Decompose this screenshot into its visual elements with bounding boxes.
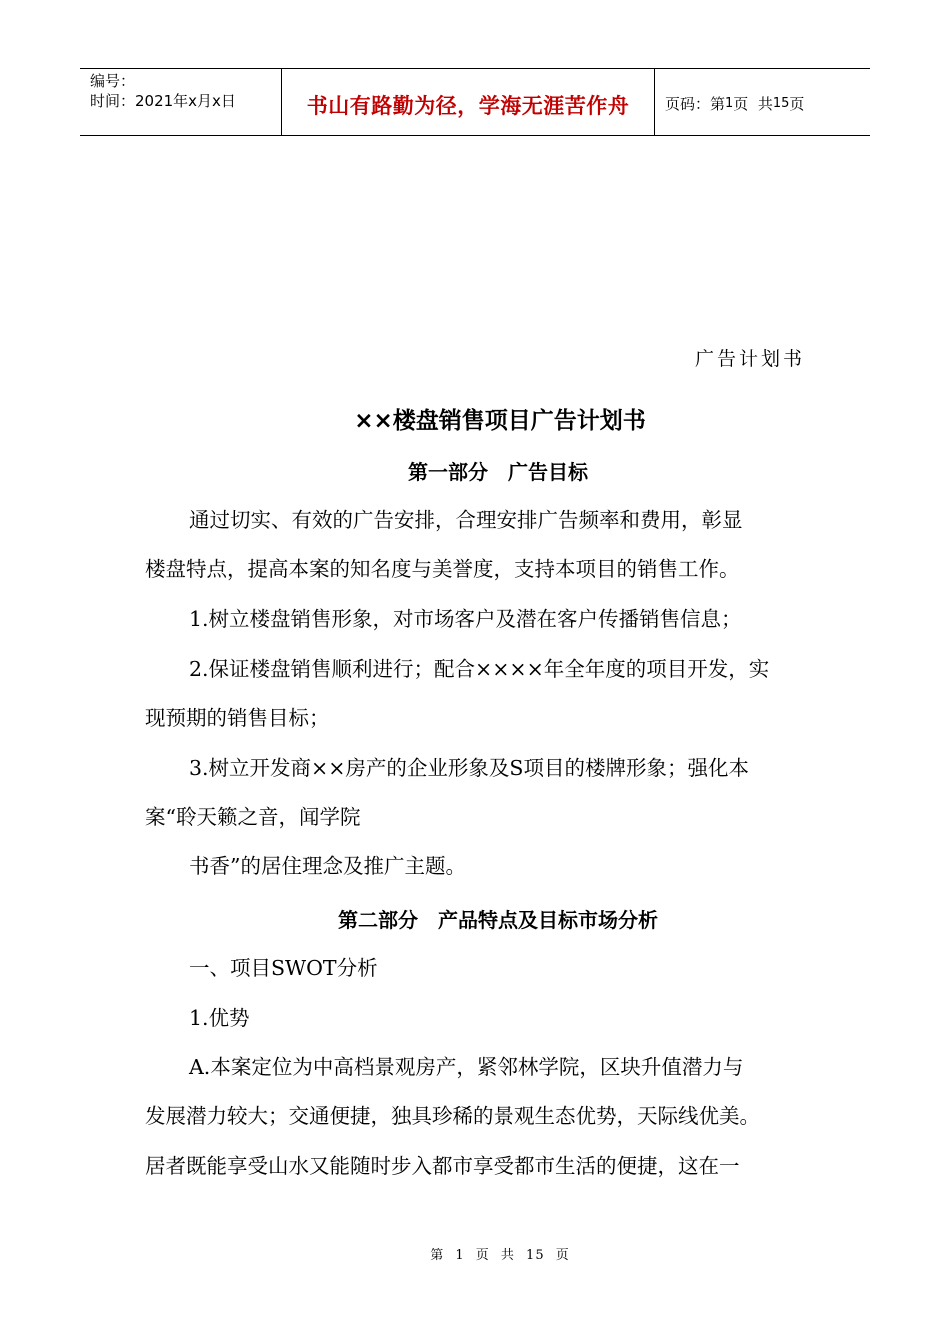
paragraph-1-line-2: 楼盘特点，提高本案的知名度与美誉度，支持本项目的销售工作。 (145, 557, 740, 581)
document-date-label: 时间：2021年x月x日 (90, 92, 236, 110)
page-mid: 页 共 (733, 94, 773, 113)
page-total: 15 (772, 95, 790, 111)
goal-item-3-line-1: 3.树立开发商××房产的企业形象及S项目的楼牌形象；强化本 (189, 756, 749, 780)
paragraph-a-line-1: A.本案定位为中高档景观房产，紧邻林学院，区块升值潜力与 (189, 1055, 744, 1079)
header-motto-cell (282, 69, 655, 135)
subheading-swot: 一、项目SWOT分析 (189, 956, 378, 980)
goal-item-3-line-2: 案“聆天籁之音，闻学院 (145, 805, 361, 829)
page-suffix: 页 (789, 94, 805, 113)
paragraph-1-line-1: 通过切实、有效的广告安排，合理安排广告频率和费用，彰显 (189, 508, 743, 532)
document-number-label: 编号： (90, 72, 136, 90)
goal-item-2-line-2: 现预期的销售目标； (145, 706, 330, 730)
goal-item-2-line-1: 2.保证楼盘销售顺利进行；配合××××年全年度的项目开发，实 (189, 657, 770, 681)
document-title: ××楼盘销售项目广告计划书 (354, 408, 646, 434)
section-2-title: 第二部分 产品特点及目标市场分析 (338, 908, 658, 932)
header-motto: 书山有路勤为径，学海无涯苦作舟 (306, 94, 630, 118)
corner-label: 广告计划书 (694, 348, 805, 370)
page-prefix: 页码：第 (665, 94, 726, 113)
goal-item-3-line-3: 书香”的居住理念及推广主题。 (189, 854, 466, 878)
header-info-cell (80, 69, 282, 135)
section-1-title: 第一部分 广告目标 (408, 460, 588, 484)
header-page-cell (655, 69, 870, 135)
page-header (80, 68, 870, 136)
paragraph-a-line-2: 发展潜力较大；交通便捷，独具珍稀的景观生态优势，天际线优美。 (145, 1104, 760, 1128)
subheading-strengths: 1.优势 (189, 1006, 250, 1030)
paragraph-a-line-3: 居者既能享受山水又能随时步入都市享受都市生活的便捷，这在一 (145, 1154, 740, 1178)
page-footer: 第 1 页 共 15 页 (430, 1248, 570, 1263)
goal-item-1: 1.树立楼盘销售形象，对市场客户及潜在客户传播销售信息； (189, 607, 742, 631)
page-current: 1 (725, 95, 734, 111)
